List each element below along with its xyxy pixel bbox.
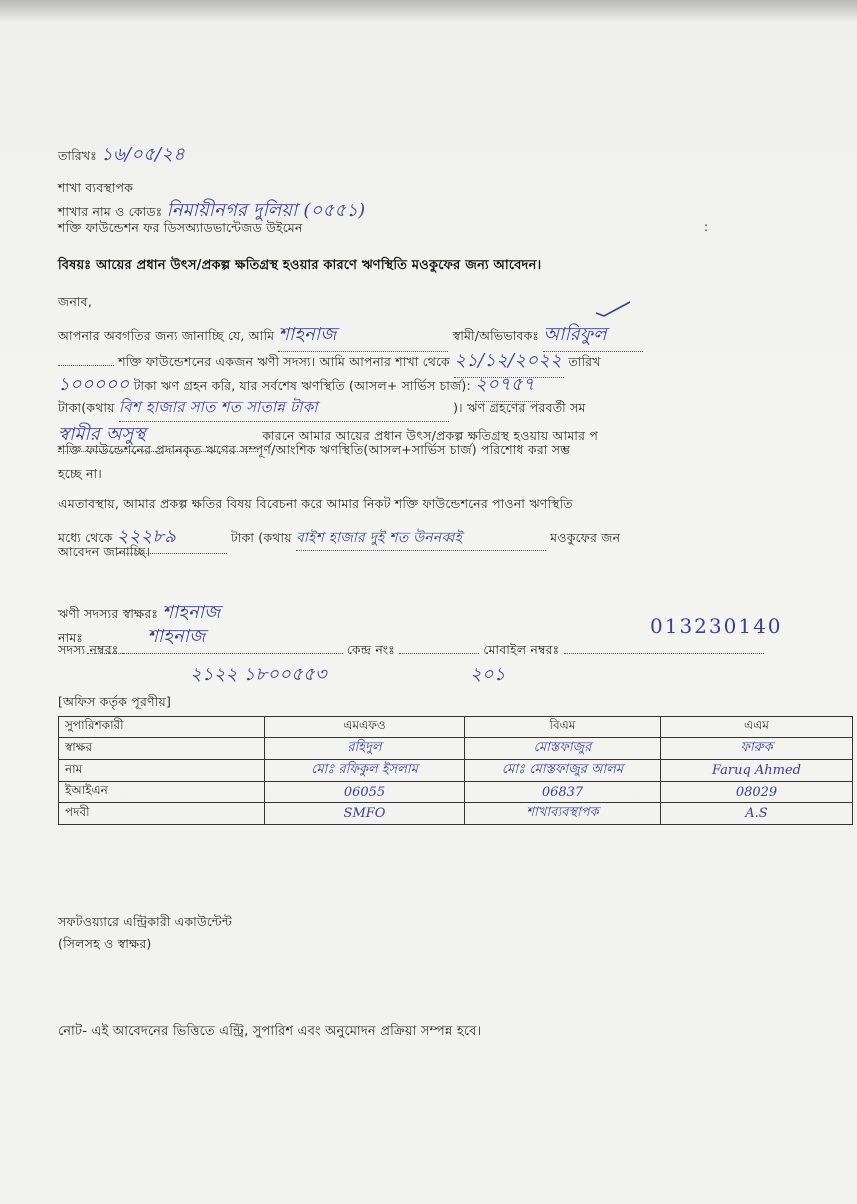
branch-value: নিমায়ীনগর দুলিয়া (০৫৫১) (166, 200, 366, 221)
signature-cell: রহিদুল (265, 738, 465, 760)
loan-amount-hw: ১০০০০০ (58, 374, 130, 395)
date-label: তারিখঃ (58, 148, 97, 163)
margin-mark: : (704, 220, 709, 234)
balance-words-field (119, 396, 449, 422)
member-name-hw: শাহনাজ (278, 324, 337, 345)
date-value: ১৬/০৫/২৪ (101, 144, 186, 165)
designation-cell: শাখাব্যবস্থাপক (465, 803, 661, 825)
member-no-field (123, 653, 343, 654)
table-row (59, 738, 853, 760)
body-text: আপনার অবগতির জন্য জানাচ্ছি যে, আমি (58, 328, 275, 343)
blank-field (58, 365, 114, 366)
org-line: শক্তি ফাউন্ডেশন ফর ডিসঅ্যাডভান্টেজড উইমেন (58, 220, 303, 235)
center-hw: ২০১ (470, 664, 506, 685)
body-line-7: হচ্ছে না। (58, 466, 102, 481)
accountant-line-1: সফটওয়্যারে এন্ট্রিকারী একাউন্টেন্ট (58, 914, 232, 929)
applicant-number-row (58, 642, 764, 662)
table-header-cell: এমএফও (265, 717, 465, 738)
body-text: মওকুফের জন (550, 530, 621, 545)
table-header-row (59, 717, 853, 738)
ein-cell: 06837 (465, 782, 661, 803)
table-row (59, 782, 853, 803)
accountant-line-2: (সিলসহ ও স্বাক্ষর) (58, 936, 152, 951)
table-row (59, 760, 853, 782)
waive-words-field (296, 526, 546, 551)
body-text: )। ঋণ গ্রহণের পরবর্তী সম (453, 400, 586, 415)
ein-cell: 06055 (265, 782, 465, 803)
table-header-cell: সুপারিশকারী (59, 717, 265, 738)
balance-hw: ২০৭৫৭ (475, 374, 535, 395)
mobile-field (564, 653, 764, 654)
date-row (58, 140, 185, 171)
balance-words-hw: বিশ হাজার সাত শত সাতান্ন টাকা (118, 398, 318, 416)
designation-cell: SMFO (265, 803, 465, 825)
subject-line: বিষয়ঃ আয়ের প্রধান উৎস/প্রকল্প ক্ষতিগ্রস্থ হওয়ার কারণে ঋণস্থিতি মওকুফের জন্য আবেদন। (58, 258, 542, 273)
applicant-name-hw: শাহনাজ (147, 626, 206, 647)
member-no-label: সদস্য নম্বরঃ (58, 642, 119, 657)
member-no-hw: ২১২২ ১৮০০৫৫৩ (190, 664, 327, 685)
tick-mark (594, 300, 634, 318)
para2-line-1: এমতাবস্থায়, আমার প্রকল্প ক্ষতির বিষয় বিবেচনা করে আমার নিকট শক্তি ফাউন্ডেশনের পাওনা ঋণস্থিতি (58, 496, 573, 511)
body-text: কারনে আমার আয়ের প্রধান উৎস/প্রকল্প ক্ষতিগ্রস্থ হওয়ায় আমার প (262, 428, 599, 443)
body-text: টাকা ঋণ গ্রহন করি, যার সর্বশেষ ঋণস্থিতি (আসল+ সার্ভিস চার্জ): (133, 378, 471, 393)
body-text: স্বামী/অভিভাবকঃ (452, 328, 540, 343)
name-label: নামঃ (58, 630, 84, 645)
reason-hw: স্বামীর অসুস্থ (58, 424, 146, 445)
center-field (399, 653, 479, 654)
body-line-4 (58, 396, 586, 422)
signature-cell: মোস্তফাজুর (465, 738, 661, 760)
salutation: জনাব, (58, 294, 92, 309)
recommendation-table (58, 716, 853, 825)
table-header-cell: এএম (661, 717, 853, 738)
loan-date-hw: ২১/১২/২০২২ (454, 350, 562, 371)
body-text: তারিখ (568, 354, 601, 369)
office-note: [অফিস কর্তৃক পূরণীয়] (58, 694, 172, 709)
para2-line-3: আবেদন জানাচ্ছি। (58, 544, 151, 559)
body-text: টাকা (কথায় (230, 530, 292, 545)
mobile-hw: 013230140 (650, 614, 783, 638)
sign-label: ঋণী সদস্যর স্বাক্ষরঃ (58, 606, 159, 621)
name-cell: মোঃ মোস্তফাজুর আলম (465, 760, 661, 782)
table-header-cell: বিএম (465, 717, 661, 738)
row-label: পদবী (59, 803, 265, 825)
ein-cell: 08029 (661, 782, 853, 803)
name-cell: Faruq Ahmed (661, 760, 853, 782)
guardian-hw: আরিফুল (543, 324, 607, 345)
applicant-signature: শাহনাজ (162, 602, 221, 623)
row-label: নাম (59, 760, 265, 782)
table-row (59, 803, 853, 825)
waive-words-hw: বাইশ হাজার দুই শত উননব্বই (295, 530, 463, 546)
body-text: টাকা(কথায় (58, 400, 115, 415)
row-label: স্বাক্ষর (59, 738, 265, 760)
manager-label: শাখা ব্যবস্থাপক (58, 180, 134, 195)
center-label: কেন্দ্র নংঃ (346, 642, 396, 657)
branch-label: শাখার নাম ও কোডঃ (58, 204, 163, 219)
name-cell: মোঃ রফিকুল ইসলাম (265, 760, 465, 782)
designation-cell: A.S (661, 803, 853, 825)
body-text: মধ্যে থেকে (58, 530, 113, 545)
waive-amount-hw: ২২২৮৯ (116, 526, 177, 547)
signature-cell: ফারুক (661, 738, 853, 760)
footer-note: নোট- এই আবেদনের ভিত্তিতে এন্ট্রি, সুপারিশ এবং অনুমোদন প্রক্রিয়া সম্পন্ন হবে। (58, 1024, 482, 1039)
row-label: ইআইএন (59, 782, 265, 803)
scan-shadow (0, 0, 857, 22)
body-text: শক্তি ফাউন্ডেশনের একজন ঋণী সদস্য। আমি আপনার শাখা থেকে (118, 354, 451, 369)
body-line-6: শক্তি ফাউন্ডেশনের প্রদানকৃত ঋণের সম্পূর্ণ/আংশিক ঋণস্থিতি(আসল+সার্ভিস চার্জ) পরিশোধ করা সম্ভ (58, 442, 571, 457)
mobile-label: মোবাইল নম্বরঃ (483, 642, 560, 657)
